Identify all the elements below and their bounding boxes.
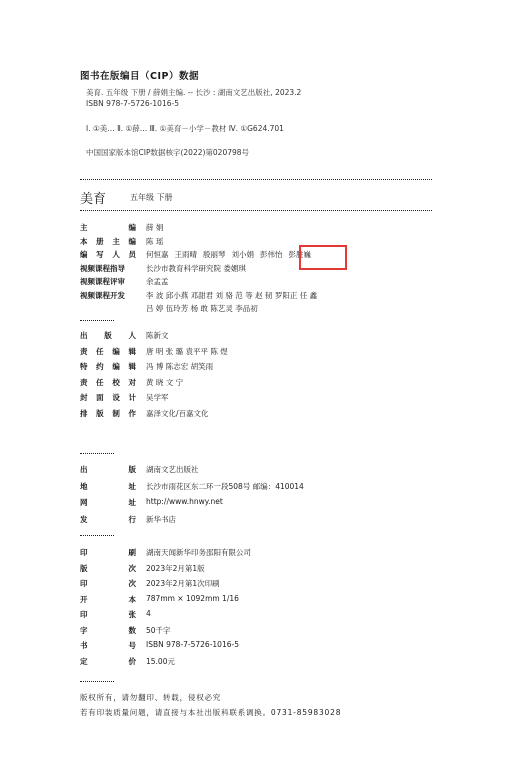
publishing-name: 黄 晓 文 宁: [146, 377, 184, 387]
printing-name: 4: [146, 609, 151, 618]
credits-name: 余孟孟: [146, 277, 169, 286]
printing-label: 版 次: [80, 563, 136, 573]
credits-name: 彭胜巍: [288, 250, 311, 259]
credits-value: [146, 303, 264, 314]
credits-name: 薛 娟: [146, 223, 164, 232]
printing-label: 开 本: [80, 594, 136, 604]
credits-name: 何恒嘉: [146, 250, 169, 259]
publishing-label: 责 任 编 辑: [80, 346, 136, 356]
cip-line-3: Ⅰ. ①美… Ⅱ. ①薛… Ⅲ. ①美育－小学－教材 Ⅳ. ①G624.701: [86, 124, 284, 133]
divider: [80, 210, 432, 211]
cip-line-1: 美育. 五年级 下册 / 薛娟主编. -- 长沙 : 湖南文艺出版社, 2023.2: [86, 88, 302, 97]
publishing-value: [146, 392, 175, 403]
credits-label: 本 册 主 编: [80, 236, 136, 246]
credits-name: 刘小娟: [231, 250, 254, 259]
book-subtitle: 五年级 下册: [130, 193, 173, 202]
credits-value: [146, 263, 252, 274]
publishing-label: 出 版 人: [80, 331, 136, 340]
printing-value: [146, 625, 177, 636]
printing-value: [146, 563, 211, 574]
printing-label: 印 张: [80, 610, 136, 619]
publisher-label: 网 址: [80, 498, 136, 507]
divider-short: [80, 453, 114, 454]
publishing-name: 冯 博 陈志宏 胡笑雨: [146, 362, 214, 371]
printing-name: 15.00元: [146, 656, 175, 666]
divider-short: [80, 320, 114, 321]
divider: [80, 179, 432, 180]
publisher-name: 湖南文艺出版社: [146, 465, 199, 474]
printing-value: [146, 578, 226, 589]
publishing-value: [146, 361, 219, 372]
printing-value: [146, 547, 257, 558]
credits-value: [146, 236, 169, 247]
credits-value: [146, 276, 175, 287]
publishing-label: 特 约 编 辑: [80, 362, 136, 371]
credits-name: 陈 瑶: [146, 236, 164, 246]
publishing-value: [146, 346, 234, 357]
credits-label: 视频课程开发: [80, 290, 125, 300]
publisher-value: [146, 464, 205, 475]
credits-name: 殷丽琴: [203, 250, 226, 259]
publisher-value: [146, 481, 310, 492]
publisher-name: http://www.hnwy.net: [146, 497, 223, 506]
credits-value: [146, 290, 323, 301]
publisher-name: 新华书店: [146, 514, 176, 524]
publisher-name: 长沙市雨花区东二环一段508号 邮编：410014: [146, 481, 304, 491]
publisher-value: [146, 497, 229, 506]
cip-heading: 图书在版编目（CIP）数据: [80, 71, 199, 82]
printing-label: 定 价: [80, 656, 136, 666]
publisher-label: 出 版: [80, 465, 136, 474]
printing-name: 2023年2月第1版: [146, 563, 205, 573]
credits-value: [146, 222, 169, 233]
publishing-name: 吴学军: [146, 393, 169, 402]
printing-value: [146, 609, 157, 618]
credits-label: 视频课程指导: [80, 263, 125, 273]
printing-name: 50千字: [146, 625, 171, 635]
publisher-value: [146, 514, 182, 525]
printing-value: [146, 640, 245, 649]
credits-name: 李 波 邱小燕 邓甜君 刘 骆 范 等 赵 韧 罗阳正 任 鑫: [146, 290, 318, 300]
publishing-label: 排 版 制 作: [80, 408, 136, 418]
publishing-name: 唐 明 张 璐 袁平平 陈 煜: [146, 346, 228, 356]
printing-name: 2023年2月第1次印刷: [146, 579, 220, 588]
printing-name: 787mm × 1092mm 1/16: [146, 593, 239, 603]
credits-name: 彭伟怡: [260, 250, 283, 259]
highlight-box: [299, 245, 347, 270]
publishing-label: 封 面 设 计: [80, 393, 136, 402]
credits-label: 主 编: [80, 223, 136, 232]
cip-line-4: 中国国家版本馆CIP数据核字(2022)第020798号: [86, 148, 250, 157]
printing-value: [146, 594, 245, 603]
publishing-name: 陈新文: [146, 331, 169, 340]
credits-name: 王雨晴: [174, 250, 197, 259]
printing-label: 书 号: [80, 641, 136, 650]
publisher-label: 发 行: [80, 514, 136, 524]
book-title: 美育: [80, 192, 107, 207]
publishing-value: [146, 408, 215, 419]
printing-label: 字 数: [80, 625, 136, 635]
printing-value: [146, 656, 181, 667]
credits-value: [146, 249, 317, 260]
credits-label: 视频课程评审: [80, 277, 125, 286]
publishing-value: [146, 377, 189, 388]
publishing-value: [146, 330, 175, 341]
printing-label: 印 刷: [80, 548, 136, 557]
credits-name: 长沙市教育科学研究院 娄媚琪: [146, 263, 246, 273]
printing-name: ISBN 978-7-5726-1016-5: [146, 640, 239, 649]
footer-line-1: 版权所有，请勿翻印、转载，侵权必究: [80, 693, 222, 702]
printing-label: 印 次: [80, 579, 136, 588]
publishing-name: 嘉泽文化/百嘉文化: [146, 408, 209, 418]
cip-line-2: ISBN 978-7-5726-1016-5: [86, 99, 179, 108]
credits-name: 吕 婷 伍玲芳 杨 敢 陈艺灵 李品初: [146, 304, 258, 313]
divider-short: [80, 681, 114, 682]
publisher-label: 地 址: [80, 481, 136, 491]
footer-line-2: 若有印装质量问题，请直接与本社出版科联系调换。0731-85983028: [80, 708, 342, 717]
publishing-label: 责 任 校 对: [80, 377, 136, 387]
credits-label: 编 写 人 员: [80, 250, 136, 259]
printing-name: 湖南天闻新华印务邵阳有限公司: [146, 548, 251, 557]
divider-short: [80, 535, 114, 536]
